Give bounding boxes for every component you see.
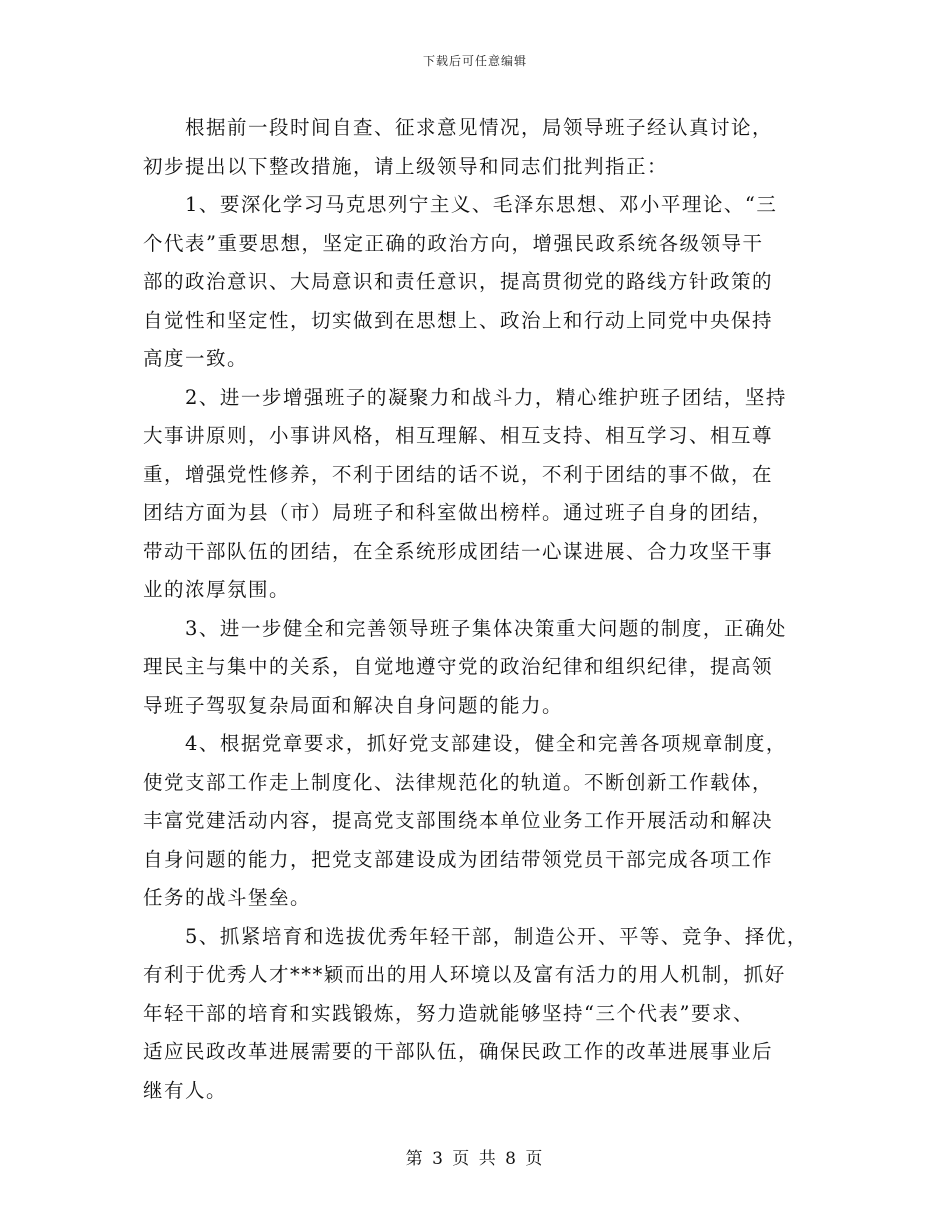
text-line: 高度一致。 bbox=[143, 347, 249, 370]
paragraph-intro bbox=[143, 109, 823, 186]
text-line: 任务的战斗堡垒。 bbox=[143, 886, 312, 909]
text-line: 根据前一段时间自查、征求意见情况，局领导班子经认真讨论， bbox=[185, 116, 774, 139]
text-line: 大事讲原则，小事讲风格，相互理解、相互支持、相互学习、相互尊 bbox=[143, 424, 774, 447]
text-line: 团结方面为县（市）局班子和科室做出榜样。通过班子自身的团结， bbox=[143, 501, 774, 524]
text-line: 继有人。 bbox=[143, 1078, 228, 1102]
text-line: 导班子驾驭复杂局面和解决自身问题的能力。 bbox=[143, 693, 564, 717]
paragraph-item-3 bbox=[143, 610, 823, 726]
text-line: 重，增强党性修养，不利于团结的话不说，不利于团结的事不做，在 bbox=[143, 462, 774, 486]
text-line: 丰富党建活动内容，提高党支部围绕本单位业务工作开展活动和解决 bbox=[143, 809, 774, 832]
text-line: 4、根据党章要求，抓好党支部建设，健全和完善各项规章制度， bbox=[185, 732, 787, 755]
text-line: 业的浓厚氛围。 bbox=[143, 578, 291, 601]
text-line: 3、进一步健全和完善领导班子集体决策重大问题的制度，正确处 bbox=[185, 616, 787, 640]
text-line: 个代表”重要思想，坚定正确的政治方向，增强民政系统各级领导干 bbox=[143, 231, 764, 255]
text-line: 部的政治意识、大局意识和责任意识，提高贯彻党的路线方针政策的 bbox=[143, 270, 774, 293]
text-line: 理民主与集中的关系，自觉地遵守党的政治纪律和组织纪律，提高领 bbox=[143, 655, 774, 678]
paragraph-item-4 bbox=[143, 725, 823, 918]
paragraph-item-1 bbox=[143, 186, 823, 379]
text-line: 自身问题的能力，把党支部建设成为团结带领党员干部完成各项工作 bbox=[143, 847, 774, 871]
paragraph-item-5 bbox=[143, 918, 823, 1111]
document-body bbox=[143, 109, 823, 1110]
text-line: 带动干部队伍的团结，在全系统形成团结一心谋进展、合力攻坚干事 bbox=[143, 539, 774, 563]
text-line: 自觉性和坚定性，切实做到在思想上、政治上和行动上同党中央保持 bbox=[143, 308, 774, 332]
text-line: 适应民政改革进展需要的干部队伍，确保民政工作的改革进展事业后 bbox=[143, 1040, 774, 1063]
text-line: 初步提出以下整改措施，请上级领导和同志们批判指正： bbox=[143, 154, 669, 178]
text-line: 使党支部工作走上制度化、法律规范化的轨道。不断创新工作载体， bbox=[143, 770, 774, 794]
text-line: 5、抓紧培育和选拔优秀年轻干部，制造公开、平等、竞争、择优， bbox=[185, 924, 808, 948]
text-line: 年轻干部的培育和实践锻炼，努力造就能够坚持“三个代表”要求、 bbox=[143, 1001, 754, 1025]
paragraph-item-2 bbox=[143, 379, 823, 610]
page-number-footer: 第 3 页 共 8 页 bbox=[405, 1149, 545, 1169]
text-line: 有利于优秀人才***颖而出的用人环境以及富有活力的用人机制，抓好 bbox=[143, 963, 786, 986]
text-line: 2、进一步增强班子的凝聚力和战斗力，精心维护班子团结，坚持 bbox=[185, 385, 787, 409]
page-header: 下载后可任意编辑 bbox=[422, 54, 527, 68]
text-line: 1、要深化学习马克思列宁主义、毛泽东思想、邓小平理论、“三 bbox=[185, 193, 778, 216]
